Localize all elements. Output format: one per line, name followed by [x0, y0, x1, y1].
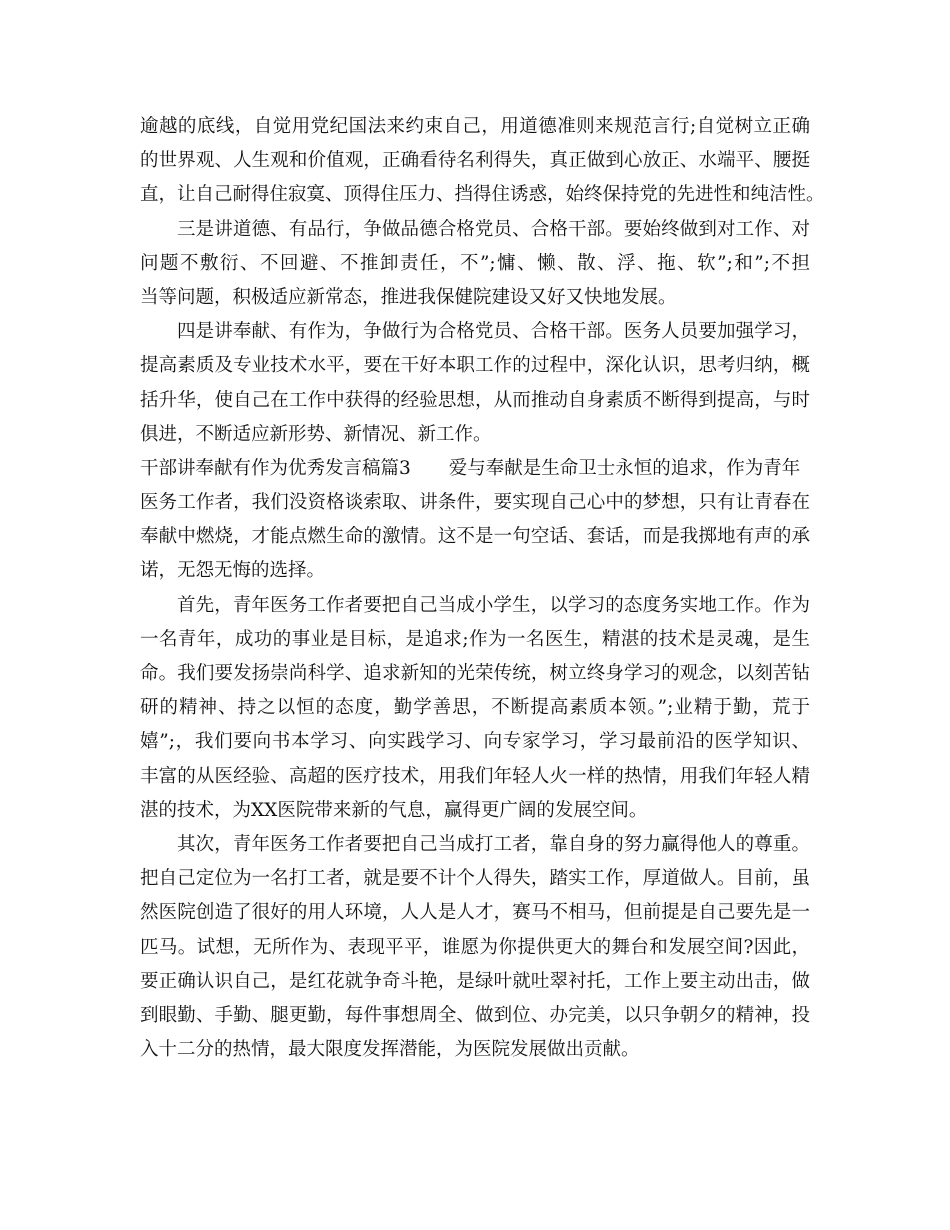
text-line: 括升华，使自己在工作中获得的经验思想，从而推动自身素质不断得到提高，与时 [140, 389, 810, 411]
text-line: 诺，无怨无悔的选择。 [140, 560, 326, 582]
text-line: 把自己定位为一名打工者，就是要不计个人得失，踏实工作，厚道做人。目前，虽 [140, 868, 810, 890]
section-heading-line [140, 452, 810, 486]
text-line: 匹马。试想，无所作为、表现平平，谁愿为你提供更大的舞台和发展空间?因此， [140, 936, 810, 958]
document-body [140, 110, 825, 1067]
text-line: 然医院创造了很好的用人环境，人人是人才，赛马不相马，但前提是自己要先是一 [140, 902, 810, 924]
text-line: 俱进，不断适应新形势、新情况、新工作。 [140, 423, 492, 445]
text-line: 研的精神、持之以恒的态度，勤学善思，不断提高素质本领。”;业精于勤，荒于 [140, 697, 810, 719]
text-line: 一名青年，成功的事业是目标，是追求;作为一名医生，精湛的技术是灵魂，是生 [140, 628, 810, 650]
paragraph-start-line: 三是讲道德、有品行，争做品德合格党员、合格干部。要始终做到对工作、对 [177, 218, 810, 240]
text-line: 丰富的从医经验、高超的医疗技术，用我们年轻人火一样的热情，用我们年轻人精 [140, 765, 810, 787]
text-line: 奉献中燃烧，才能点燃生命的激情。这不是一句空话、套话，而是我掷地有声的承 [140, 526, 810, 548]
text-line: 当等问题，积极适应新常态，推进我保健院建设又好又快地发展。 [140, 286, 677, 308]
section-heading: 干部讲奉献有作为优秀发言稿篇3 [140, 457, 411, 479]
text-line: 直，让自己耐得住寂寞、顶得住压力、挡得住诱惑，始终保持党的先进性和纯洁性。 [140, 184, 825, 206]
text-line: 嬉”;，我们要向书本学习、向实践学习、向专家学习，学习最前沿的医学知识、 [140, 731, 810, 753]
text-line: 要正确认识自己，是红花就争奇斗艳，是绿叶就吐翠衬托，工作上要主动出击，做 [140, 970, 810, 992]
paragraph-start-line: 首先，青年医务工作者要把自己当成小学生，以学习的态度务实地工作。作为 [177, 594, 810, 616]
paragraph-start-line: 其次，青年医务工作者要把自己当成打工者，靠自身的努力赢得他人的尊重。 [177, 833, 810, 855]
text-line: 提高素质及专业技术水平，要在干好本职工作的过程中，深化认识，思考归纳，概 [140, 355, 810, 377]
text-line: 入十二分的热情，最大限度发挥潜能，为医院发展做出贡献。 [140, 1039, 640, 1061]
text-line: 的世界观、人生观和价值观，正确看待名利得失，真正做到心放正、水端平、腰挺 [140, 150, 810, 172]
section-first-text: 爱与奉献是生命卫士永恒的追求，作为青年 [448, 457, 801, 479]
text-line: 问题不敷衍、不回避、不推卸责任，不”;慵、懒、散、浮、拖、软”;和”;不担 [140, 252, 810, 274]
text-line: 逾越的底线，自觉用党纪国法来约束自己，用道德准则来规范言行;自觉树立正确 [140, 116, 810, 137]
text-line: 医务工作者，我们没资格谈索取、讲条件，要实现自己心中的梦想，只有让青春在 [140, 492, 810, 514]
text-line: 命。我们要发扬崇尚科学、追求新知的光荣传统，树立终身学习的观念，以刻苦钻 [140, 663, 810, 684]
paragraph-start-line: 四是讲奉献、有作为，争做行为合格党员、合格干部。医务人员要加强学习， [177, 321, 810, 343]
text-line: 到眼勤、手勤、腿更勤，每件事想周全、做到位、办完美，以只争朝夕的精神，投 [140, 1004, 810, 1026]
text-line: 湛的技术，为XX医院带来新的气息，赢得更广阔的发展空间。 [140, 799, 648, 821]
